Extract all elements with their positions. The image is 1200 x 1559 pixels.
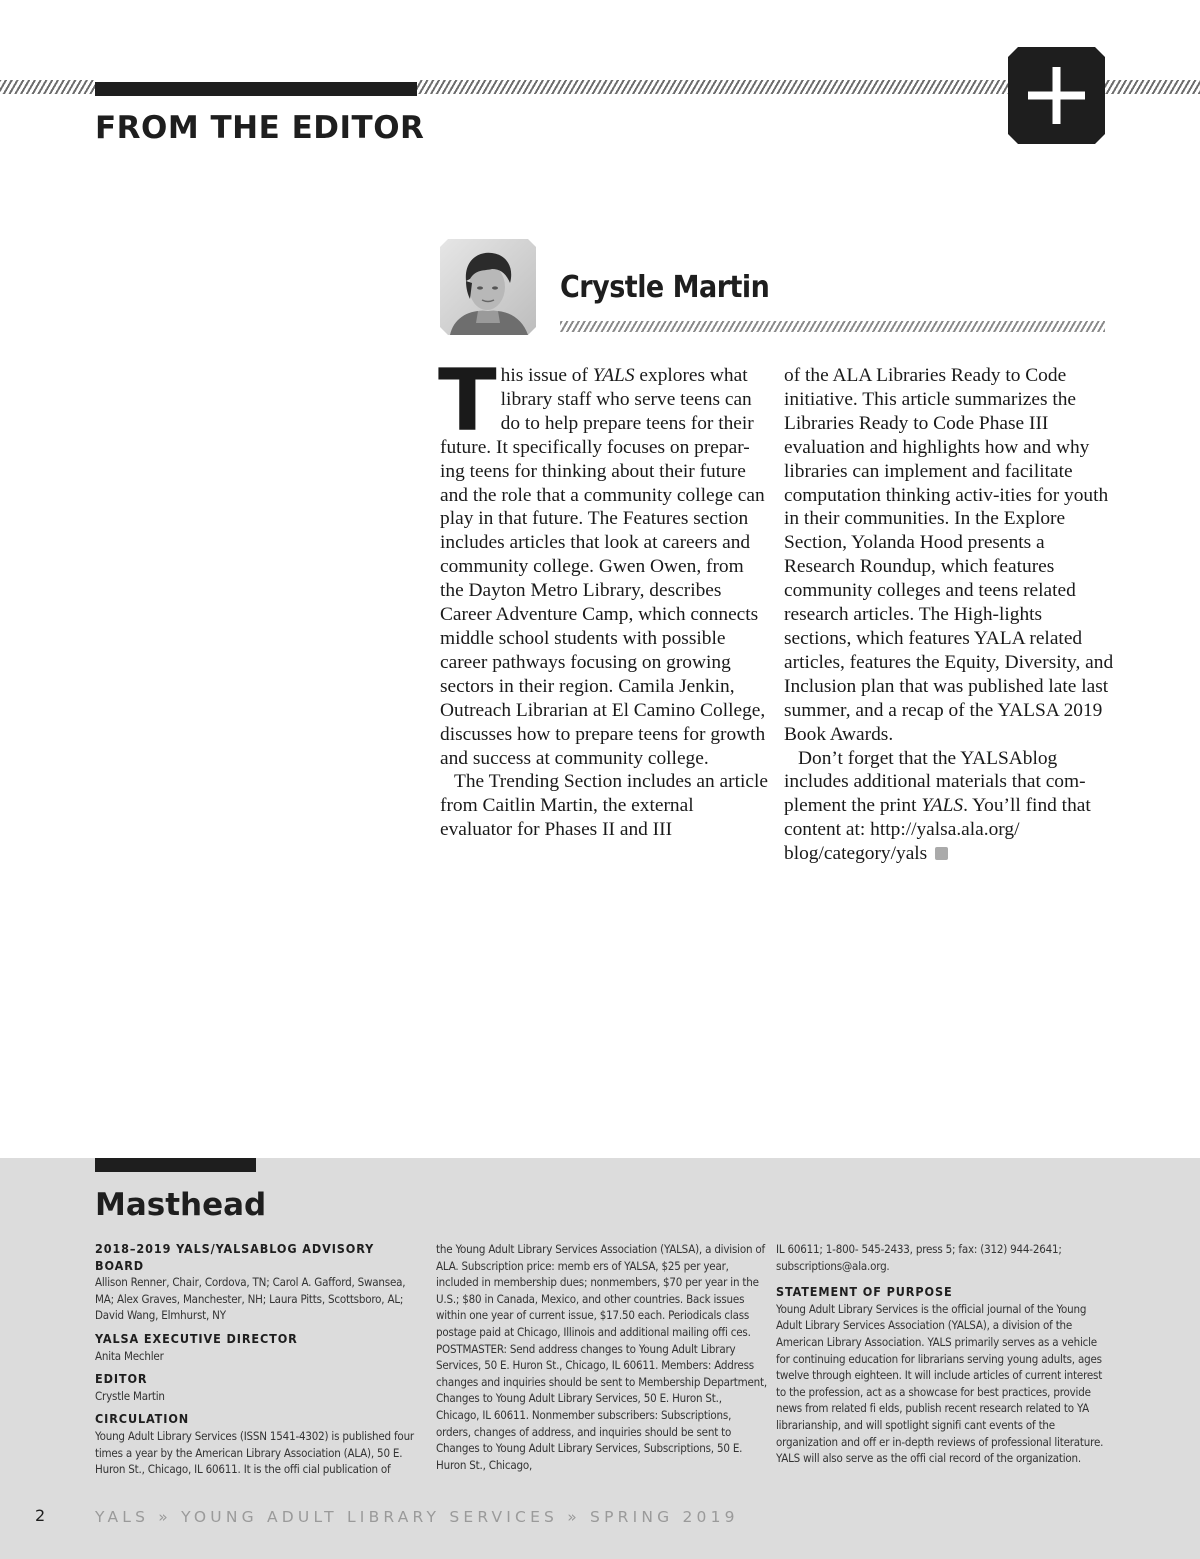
p3-text-b: . You’ll find that content at: http://yalsa.ala.org/ blog/category/yals (784, 795, 1091, 865)
intro-rest: future. It specifically focuses on prepar-ing teens for thinking about their future and the role that a community college can play in that future. The Features section includes articles that look at careers and community college. Gwen Owen, from the Dayton Metro Library, describes Career Adventure Camp, which connects middle school students with possible career pathways focusing on growing sectors in their region. Camila Jenkin, Outreach Librarian at El Camino College, discusses how to prepare teens for growth and success at community college. (440, 436, 766, 769)
page-number: 2 (35, 1506, 46, 1525)
director-name: Anita Mechler (95, 1348, 164, 1363)
intro-line-2: library staff who serve teens can (500, 388, 752, 410)
p3-text-a: Don’t forget that the YALSAblog includes additional materials that com-plement the print (784, 747, 1086, 817)
author-name: Crystle Martin (560, 270, 770, 305)
editor-heading: EDITOR (95, 1371, 148, 1387)
masthead-column-3 (776, 1241, 1106, 1467)
end-mark-icon (935, 847, 948, 860)
purpose-heading: STATEMENT OF PURPOSE (776, 1284, 953, 1300)
masthead-title: Masthead (95, 1187, 267, 1223)
masthead-column-1 (95, 1241, 425, 1478)
journal-name-italic: YALS (592, 365, 635, 386)
article-paragraph-2-start: The Trending Section includes an article from Caitlin Martin, the external evaluator for Phases II and III (440, 771, 768, 841)
intro-line-1-end: explores what (634, 365, 748, 386)
circulation-text-a: Young Adult Library Services (ISSN 1541-4302) is published four times a year by the American Library Association (ALA), 50 E. Huron St., Chicago, IL 60611. It is the offi cial publication of (95, 1428, 414, 1477)
article-paragraph-1 (438, 351, 770, 770)
article-paragraph-3 (784, 747, 1114, 867)
author-portrait (440, 239, 536, 335)
intro-line-1-text: his issue of (500, 365, 593, 386)
article-paragraph-2-cont: of the ALA Libraries Ready to Code initiative. This article summarizes the Libraries Ready to Code Phase III evaluation and highlights how and why libraries can implement and facilitate computation thinking activ-ities for youth in their communities. In the Explore Section, Yolanda Hood presents a Research Roundup, which features community colleges and teens related research articles. The High-lights sections, which features YALA related articles, features the Equity, Diversity, and Inclusion plan that was published late last summer, and a recap of the YALSA 2019 Book Awards. (784, 365, 1114, 745)
intro-line-1 (501, 365, 748, 386)
circulation-text-c: IL 60611; 1-800- 545-2433, press 5; fax: (312) 944-2641; subscriptions@ala.org. (776, 1242, 1062, 1273)
board-text: Allison Renner, Chair, Cordova, TN; Carol A. Gafford, Swansea, MA; Alex Graves, Manchester, NH; Laura Pitts, Scottsboro, AL; David Wang, Elmhurst, NY (95, 1275, 406, 1323)
drop-cap: T (438, 351, 497, 451)
header-black-bar (95, 82, 417, 96)
director-heading: YALSA EXECUTIVE DIRECTOR (95, 1330, 298, 1346)
circulation-text-b: the Young Adult Library Services Association (YALSA), a division of ALA. Subscription price: memb ers of YALSA, $25 per year, included in membership dues; nonmembers, $70 per year in the U.S.; $80 in Canada, Mexico, and other countries. Back issues within one year of current issue, $17.50 each. Periodicals class postage paid at Chicago, Illinois and additional mailing offi ces. POSTMASTER: Send address changes to Young Adult Library Services, 50 E. Huron St., Chicago, IL 60611. Members: Address changes and inquiries should be sent to Membership Department, Changes to Young Adult Library Services, 50 E. Huron St., Chicago, IL 60611. Nonmember subscribers: Subscriptions, orders, changes of address, and inquiries should be sent to Changes to Young Adult Library Services, Subscriptions, 50 E. Huron St., Chicago, (436, 1242, 767, 1472)
article-column-right (784, 364, 1114, 866)
journal-name-italic-2: YALS (921, 795, 964, 817)
masthead-column-2 (436, 1241, 768, 1473)
plus-icon (1008, 47, 1105, 144)
section-title: FROM THE EDITOR (95, 110, 425, 146)
running-footer: YALS » YOUNG ADULT LIBRARY SERVICES » SPRING 2019 (95, 1508, 739, 1526)
masthead-black-bar (95, 1158, 256, 1172)
editor-name: Crystle Martin (95, 1388, 165, 1403)
intro-line-3: do to help prepare teens for their (500, 412, 754, 434)
circulation-heading: CIRCULATION (95, 1411, 190, 1427)
author-hatch-rule (560, 321, 1105, 332)
board-heading: 2018–2019 YALS/YALSABLOG ADVISORY BOARD (95, 1241, 375, 1273)
purpose-text: Young Adult Library Services is the official journal of the Young Adult Library Services Association (YALSA), a division of the American Library Association. YALS primarily serves as a vehicle for continuing education for librarians serving young adults, ages twelve through eighteen. It will include articles of current interest to the profession, act as a showcase for best practices, provide news from related fi elds, publish recent research related to YA librarianship, and will spotlight signifi cant events of the organization and off er in-depth reviews of professional literature. YALS will also serve as the offi cial record of the organization. (776, 1301, 1104, 1466)
article-column-left (438, 351, 770, 842)
